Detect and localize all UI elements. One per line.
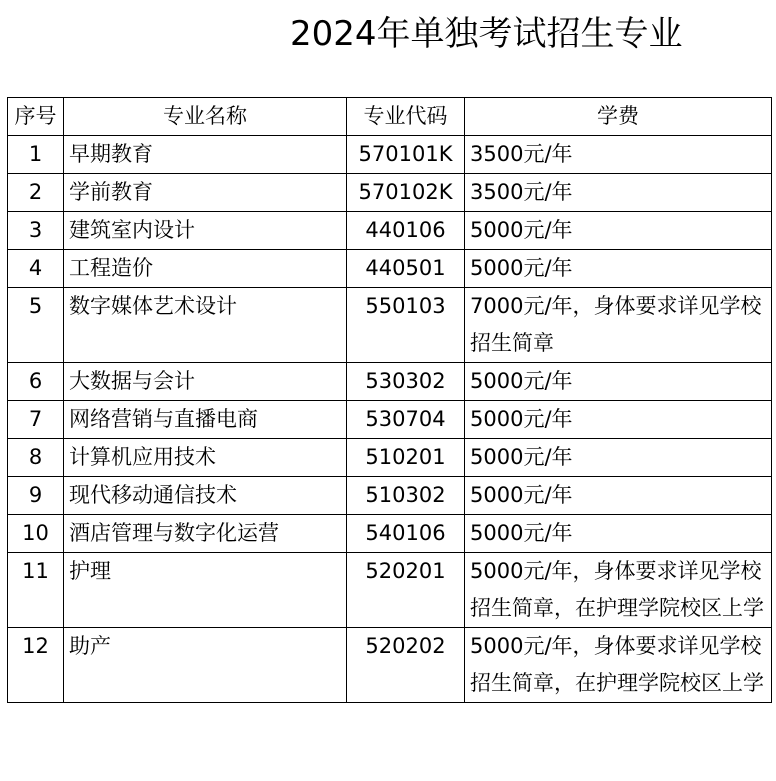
major-code: 510302 (347, 477, 465, 515)
table-row (8, 250, 772, 288)
major-name: 助产 (64, 628, 347, 703)
table-row (8, 553, 772, 628)
major-code: 530704 (347, 401, 465, 439)
major-name: 学前教育 (64, 174, 347, 212)
table-row (8, 288, 772, 363)
row-number: 10 (8, 515, 64, 553)
major-name: 大数据与会计 (64, 363, 347, 401)
row-number: 3 (8, 212, 64, 250)
row-number: 6 (8, 363, 64, 401)
major-name: 网络营销与直播电商 (64, 401, 347, 439)
major-code: 520202 (347, 628, 465, 703)
major-name: 早期教育 (64, 136, 347, 174)
row-number: 11 (8, 553, 64, 628)
page-title: 2024年单独考试招生专业 (290, 14, 683, 54)
major-code: 550103 (347, 288, 465, 363)
table-body (8, 136, 772, 703)
row-number: 8 (8, 439, 64, 477)
major-name: 酒店管理与数字化运营 (64, 515, 347, 553)
table-row (8, 628, 772, 703)
major-code: 540106 (347, 515, 465, 553)
header-fee: 学费 (465, 98, 772, 136)
row-number: 4 (8, 250, 64, 288)
major-code: 520201 (347, 553, 465, 628)
tuition-fee: 5000元/年 (465, 363, 772, 401)
major-code: 570102K (347, 174, 465, 212)
row-number: 12 (8, 628, 64, 703)
major-name: 建筑室内设计 (64, 212, 347, 250)
tuition-fee: 5000元/年 (465, 212, 772, 250)
major-name: 工程造价 (64, 250, 347, 288)
header-row (8, 98, 772, 136)
row-number: 9 (8, 477, 64, 515)
table-row (8, 515, 772, 553)
table-row (8, 439, 772, 477)
tuition-fee: 5000元/年 (465, 477, 772, 515)
major-name: 现代移动通信技术 (64, 477, 347, 515)
tuition-fee: 5000元/年 (465, 515, 772, 553)
row-number: 1 (8, 136, 64, 174)
tuition-fee: 5000元/年 (465, 250, 772, 288)
tuition-fee: 3500元/年 (465, 136, 772, 174)
header-no: 序号 (8, 98, 64, 136)
table-row (8, 136, 772, 174)
major-code: 530302 (347, 363, 465, 401)
table-header (8, 98, 772, 136)
table-row (8, 477, 772, 515)
tuition-fee: 5000元/年，身体要求详见学校招生简章，在护理学院校区上学 (465, 628, 772, 703)
table-row (8, 174, 772, 212)
tuition-fee: 5000元/年，身体要求详见学校招生简章，在护理学院校区上学 (465, 553, 772, 628)
major-code: 570101K (347, 136, 465, 174)
major-name: 计算机应用技术 (64, 439, 347, 477)
table-row (8, 363, 772, 401)
header-name: 专业名称 (64, 98, 347, 136)
major-code: 440106 (347, 212, 465, 250)
majors-table (7, 97, 772, 703)
tuition-fee: 3500元/年 (465, 174, 772, 212)
table-row (8, 401, 772, 439)
row-number: 7 (8, 401, 64, 439)
major-name: 护理 (64, 553, 347, 628)
major-code: 440501 (347, 250, 465, 288)
row-number: 5 (8, 288, 64, 363)
major-code: 510201 (347, 439, 465, 477)
table-row (8, 212, 772, 250)
tuition-fee: 7000元/年，身体要求详见学校招生简章 (465, 288, 772, 363)
tuition-fee: 5000元/年 (465, 439, 772, 477)
header-code: 专业代码 (347, 98, 465, 136)
tuition-fee: 5000元/年 (465, 401, 772, 439)
row-number: 2 (8, 174, 64, 212)
major-name: 数字媒体艺术设计 (64, 288, 347, 363)
